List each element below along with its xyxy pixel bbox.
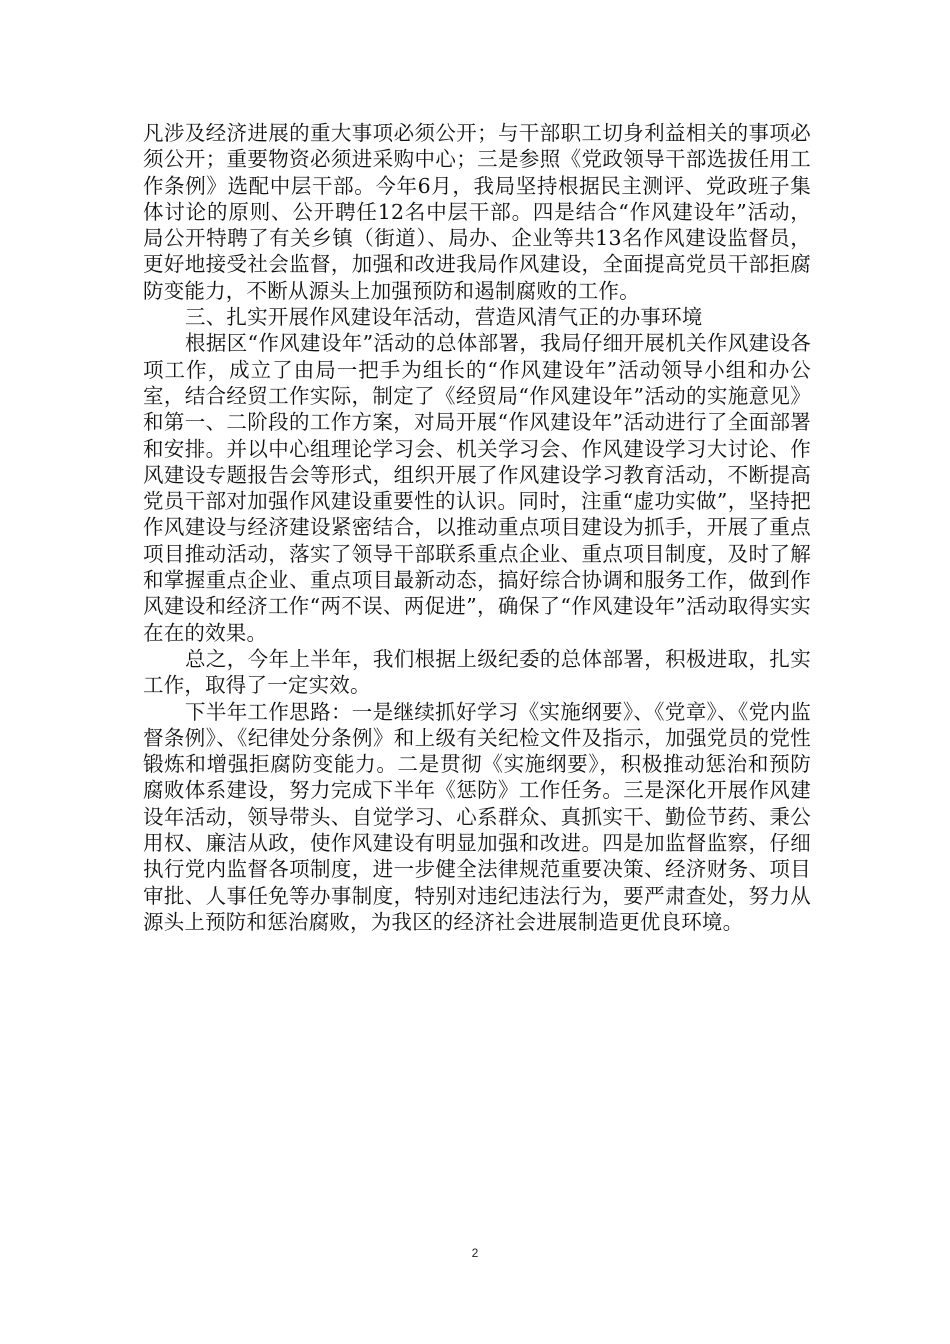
section-heading: 三、扎实开展作风建设年活动，营造风清气正的办事环境 (185, 305, 703, 330)
document-body (143, 120, 811, 935)
paragraph-next-half-plan: 下半年工作思路：一是继续抓好学习《实施纲要》、《党章》、《党内监督条例》、《纪律处分条例》和上级有关纪检文件及指示，加强党员的党性锻炼和增强拒腐防变能力。二是贯彻《实施纲要》，积极推动惩治和预防腐败体系建设，努力完成下半年《惩防》工作任务。三是深化开展作风建设年活动，领导带头、自觉学习、心系群众、真抓实干、勤俭节药、秉公用权、廉洁从政，使作风建设有明显加强和改进。四是加监督监察，仔细执行党内监督各项制度，进一步健全法律规范重要决策、经济财务、项目审批、人事任免等办事制度，特别对违纪违法行为，要严肃查处，努力从源头上预防和惩治腐败，为我区的经济社会进展制造更优良环境。 (143, 699, 811, 934)
page-number: 2 (471, 1246, 479, 1260)
paragraph-continuation: 凡涉及经济进展的重大事项必须公开；与干部职工切身利益相关的事项必须公开；重要物资必须进采购中心；三是参照《党政领导干部选拔任用工作条例》选配中层干部。今年6月，我局坚持根据民主测评、党政班子集体讨论的原则、公开聘任12名中层干部。四是结合“作风建设年”活动，局公开特聘了有关乡镇（街道）、局办、企业等共13名作风建设监督员，更好地接受社会监督，加强和改进我局作风建设，全面提高党员干部拒腐防变能力，不断从源头上加强预防和遏制腐败的工作。 (143, 121, 811, 303)
paragraph-work-style: 根据区“作风建设年”活动的总体部署，我局仔细开展机关作风建设各项工作，成立了由局一把手为组长的“作风建设年”活动领导小组和办公室，结合经贸工作实际，制定了《经贸局“作风建设年”活动的实施意见》和第一、二阶段的工作方案，对局开展“作风建设年”活动进行了全面部署和安排。并以中心组理论学习会、机关学习会、作风建设学习大讨论、作风建设专题报告会等形式，组织开展了作风建设学习教育活动，不断提高党员干部对加强作风建设重要性的认识。同时，注重“虚功实做”，坚持把作风建设与经济建设紧密结合，以推动重点项目建设为抓手，开展了重点项目推动活动，落实了领导干部联系重点企业、重点项目制度，及时了解和掌握重点企业、重点项目最新动态，搞好综合协调和服务工作，做到作风建设和经济工作“两不误、两促进”，确保了“作风建设年”活动取得实实在在的效果。 (143, 331, 811, 645)
paragraph-summary: 总之，今年上半年，我们根据上级纪委的总体部署，积极进取，扎实工作，取得了一定实效。 (143, 646, 811, 698)
